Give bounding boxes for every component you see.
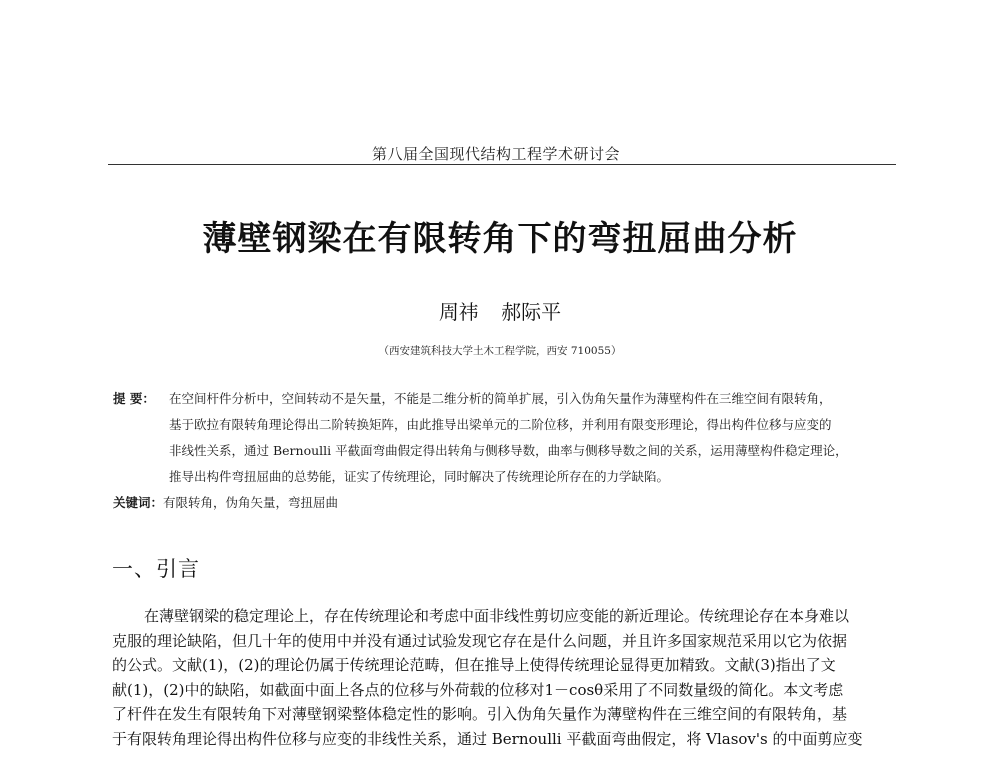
paper-affiliation: （西安建筑科技大学土木工程学院，西安 710055） <box>378 345 622 357</box>
abstract-body <box>169 386 893 490</box>
abstract-line: 基于欧拉有限转角理论得出二阶转换矩阵，由此推导出梁单元的二阶位移，并利用有限变形理论，得出构件位移与应变的 <box>169 417 832 432</box>
paper-authors: 周祎 郝际平 <box>438 300 562 324</box>
abstract <box>113 386 893 490</box>
paper-title: 薄壁钢梁在有限转角下的弯扭屈曲分析 <box>202 219 798 259</box>
header-rule <box>108 164 896 165</box>
keywords-text: 有限转角，伪角矢量，弯扭屈曲 <box>163 495 339 510</box>
abstract-line: 非线性关系，通过 Bernoulli 平截面弯曲假定得出转角与侧移导数，曲率与侧移导数之间的关系，运用薄壁构件稳定理论， <box>169 443 848 458</box>
abstract-line: 在空间杆件分析中，空间转动不是矢量，不能是二维分析的简单扩展，引入伪角矢量作为薄壁构件在三维空间有限转角， <box>169 391 832 406</box>
running-header: 第八届全国现代结构工程学术研讨会 <box>372 145 621 163</box>
body-line: 了杆件在发生有限转角下对薄壁钢梁整体稳定性的影响。引入伪角矢量作为薄壁构件在三维空间的有限转角，基 <box>112 705 848 724</box>
body-line: 在薄壁钢梁的稳定理论上，存在传统理论和考虑中面非线性剪切应变能的新近理论。传统理论存在本身难以 <box>144 607 850 625</box>
section-heading: 一、引言 <box>112 557 200 581</box>
keywords-label: 关键词： <box>113 495 164 510</box>
body-line: 克服的理论缺陷，但几十年的使用中并没有通过试验发现它存在是什么问题，并且许多国家规范采用以它为依据 <box>112 631 848 650</box>
keywords <box>113 490 338 516</box>
body-line: 献(1)，(2)中的缺陷，如截面中面上各点的位移与外荷载的位移对1－cosθ采用了不同数量级的简化。本文考虑 <box>112 680 844 699</box>
abstract-label: 提 要： <box>113 391 155 406</box>
body-text <box>112 604 894 752</box>
abstract-line: 推导出构件弯扭屈曲的总势能，证实了传统理论，同时解决了传统理论所存在的力学缺陷。 <box>169 469 670 484</box>
body-line: 于有限转角理论得出构件位移与应变的非线性关系，通过 Bernoulli 平截面弯曲假定，将 Vlasov's 的中面剪应变 <box>112 729 863 748</box>
body-line: 的公式。文献(1)，(2)的理论仍属于传统理论范畴，但在推导上使得传统理论显得更加精致。文献(3)指出了文 <box>112 656 836 675</box>
